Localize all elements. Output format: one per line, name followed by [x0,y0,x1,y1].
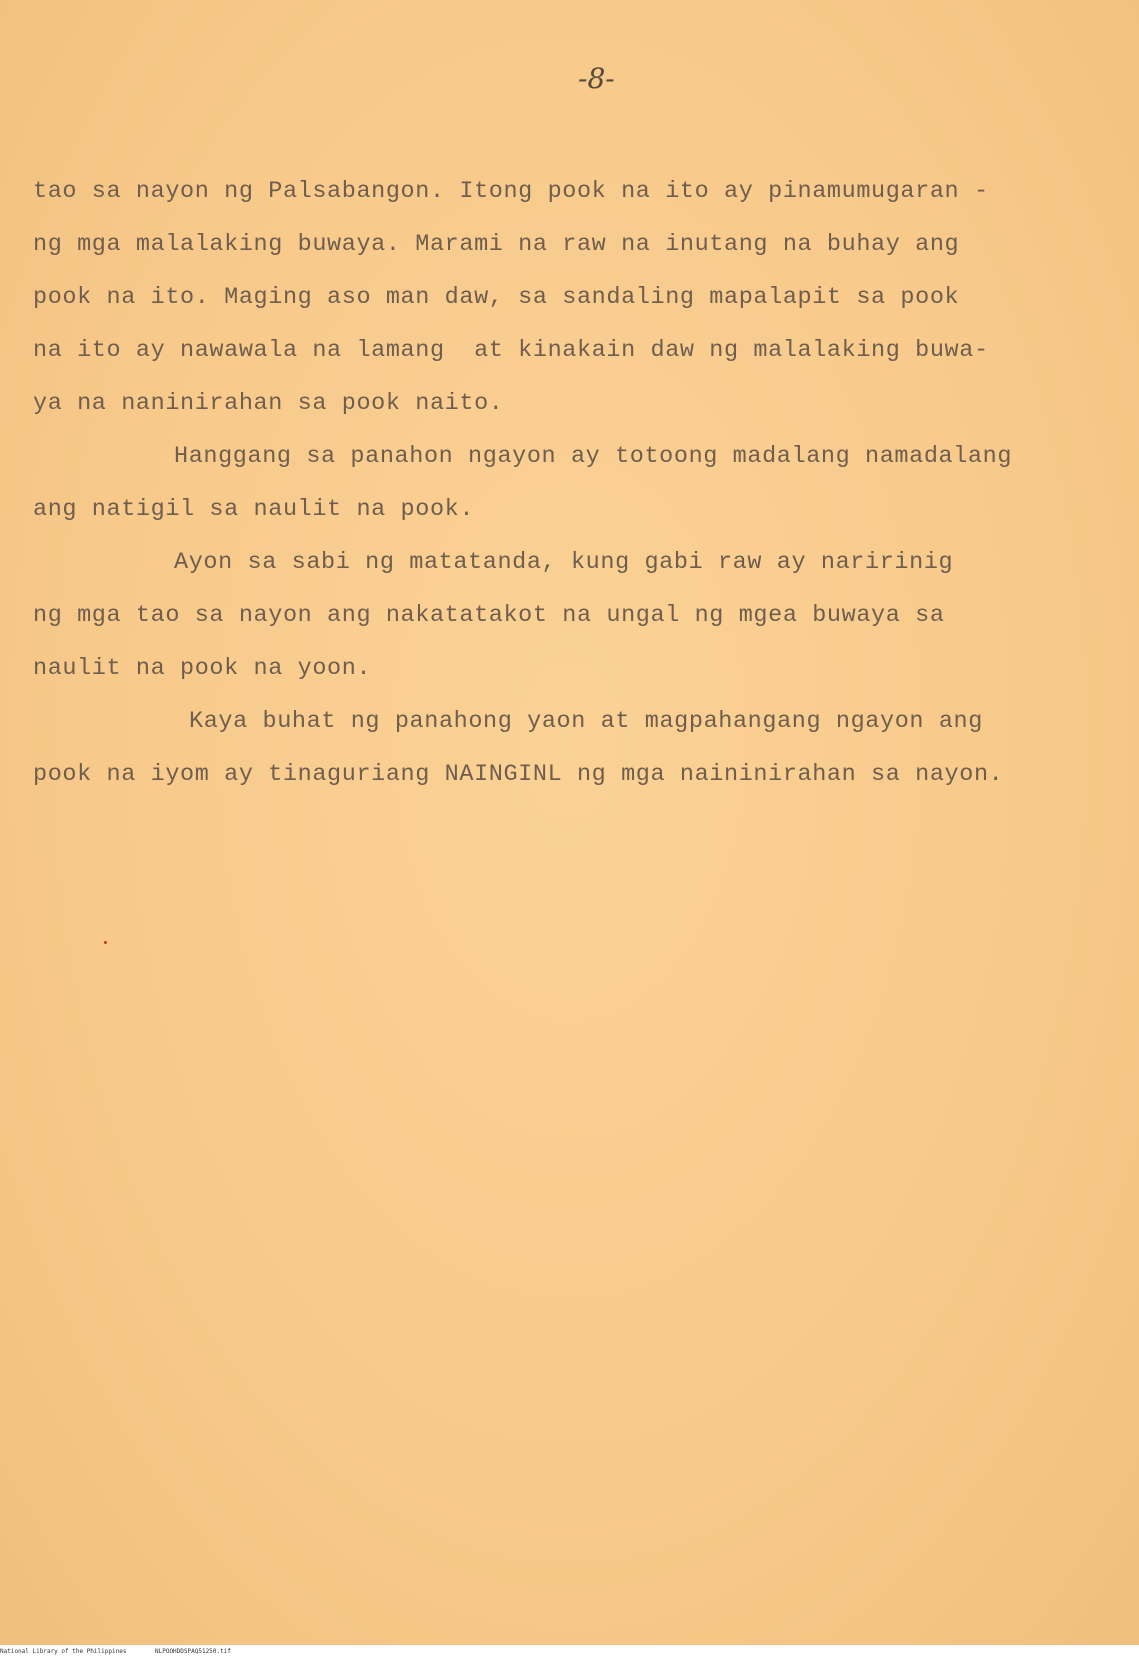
text-line: ang natigil sa naulit na pook. [33,496,475,523]
text-line: Kaya buhat ng panahong yaon at magpahangang ngayon ang [189,708,983,735]
text-line: Ayon sa sabi ng matatanda, kung gabi raw ay naririnig [174,549,954,576]
text-line: Hanggang sa panahon ngayon ay totoong madalang namadalang [174,443,1013,470]
text-line: pook na iyom ay tinaguriang NAINGINL ng mga naininirahan sa nayon. [33,761,1004,788]
footer-file-id: NLPOOHDDSPAQ51250.tif [155,1648,231,1655]
text-line: ng mga malalaking buwaya. Marami na raw na inutang na buhay ang [33,231,960,258]
text-line: pook na ito. Maging aso man daw, sa sandaling mapalapit sa pook [33,284,960,311]
text-line: na ito ay nawawala na lamang at kinakain daw ng malalaking buwa- [33,337,989,364]
body-text [33,165,1113,801]
text-line: ya na naninirahan sa pook naito. [33,390,504,417]
text-line: ng mga tao sa nayon ang nakatatakot na ungal ng mgea buwaya sa [33,602,945,629]
text-line: naulit na pook na yoon. [33,655,372,682]
ink-speck [104,941,107,944]
footer-library: National Library of the Philippines [0,1648,127,1655]
page-number: -8- [578,62,615,95]
text-line: tao sa nayon ng Palsabangon. Itong pook na ito ay pinamumugaran - [33,178,989,205]
